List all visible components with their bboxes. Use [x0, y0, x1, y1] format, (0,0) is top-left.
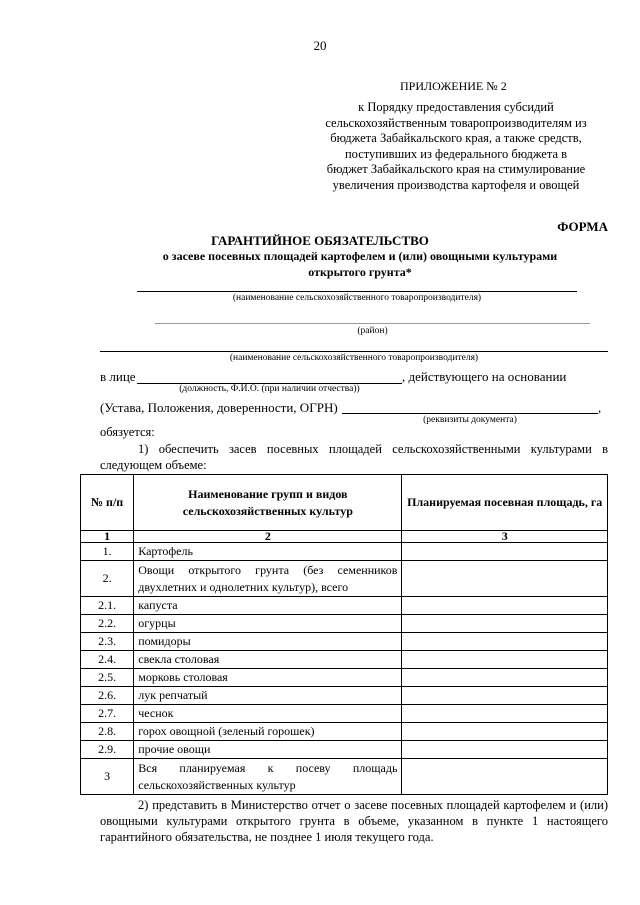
district-caption: (район)	[357, 326, 388, 336]
table-header-row	[81, 475, 608, 531]
column-number: 2	[134, 531, 402, 543]
row-name: помидоры	[134, 633, 402, 651]
column-number: 1	[81, 531, 134, 543]
annex-line: бюджет Забайкальского края на стимулирование	[326, 162, 586, 177]
row-num: 2.9.	[81, 741, 134, 759]
table-row	[81, 633, 608, 651]
row-num: 2.	[81, 561, 134, 597]
annex-text	[310, 100, 602, 194]
row-area[interactable]	[402, 741, 608, 759]
row-area[interactable]	[402, 561, 608, 597]
annex-line: сельскохозяйственным товаропроизводителям из	[325, 115, 587, 130]
undertakes-text: обязуется:	[100, 425, 155, 439]
row-area[interactable]	[402, 759, 608, 795]
header-area: Планируемая посевная площадь, га	[402, 475, 608, 531]
annex-line: увеличения производства картофеля и овощей	[332, 177, 580, 192]
row-name: огурцы	[134, 615, 402, 633]
doc-details-line[interactable]	[342, 413, 598, 414]
producer-name-caption-2: (наименование сельскохозяйственного товаропроизводителя)	[229, 353, 479, 363]
paragraph-1: 1) обеспечить засев посевных площадей сельскохозяйственными культурами в следующем объеме:	[100, 442, 608, 472]
district-line[interactable]	[155, 323, 590, 324]
in-person-suffix: , действующего на основании	[402, 369, 567, 384]
in-person-prefix: в лице	[100, 369, 136, 384]
table-row	[81, 651, 608, 669]
row-area[interactable]	[402, 633, 608, 651]
row-name: лук репчатый	[134, 687, 402, 705]
document-subtitle	[140, 249, 580, 280]
row-num: 2.7.	[81, 705, 134, 723]
row-name: чеснок	[134, 705, 402, 723]
form-label: ФОРМА	[557, 219, 608, 234]
row-name: свекла столовая	[134, 651, 402, 669]
row-name: морковь столовая	[134, 669, 402, 687]
producer-name-line-2[interactable]	[100, 351, 608, 352]
subtitle-line: о засеве посевных площадей картофелем и (или) овощными культурами	[162, 249, 558, 263]
annex-title: ПРИЛОЖЕНИЕ № 2	[400, 79, 507, 93]
row-num: 2.3.	[81, 633, 134, 651]
header-num: № п/п	[81, 475, 134, 531]
row-name: Овощи открытого грунта (без семенников двухлетних и однолетних культур), всего	[134, 561, 402, 597]
row-name: горох овощной (зеленый горошек)	[134, 723, 402, 741]
position-caption: (должность, Ф.И.О. (при наличии отчества))	[179, 384, 360, 394]
annex-line: к Порядку предоставления субсидий	[358, 100, 554, 114]
row-num: 2.5.	[81, 669, 134, 687]
basis-comma: ,	[598, 400, 602, 415]
row-name: прочие овощи	[134, 741, 402, 759]
column-number-row	[81, 531, 608, 543]
doc-details-caption: (реквизиты документа)	[423, 415, 517, 425]
row-area[interactable]	[402, 615, 608, 633]
row-name: Картофель	[134, 543, 402, 561]
row-name: капуста	[134, 597, 402, 615]
producer-name-caption-1: (наименование сельскохозяйственного товаропроизводителя)	[232, 293, 482, 303]
row-area[interactable]	[402, 705, 608, 723]
row-area[interactable]	[402, 597, 608, 615]
row-area[interactable]	[402, 687, 608, 705]
row-num: 1.	[81, 543, 134, 561]
planting-table	[80, 474, 608, 795]
basis-text: (Устава, Положения, доверенности, ОГРН)	[100, 400, 338, 415]
row-num: 3	[81, 759, 134, 795]
row-area[interactable]	[402, 723, 608, 741]
annex-line: поступивших из федерального бюджета в	[344, 146, 568, 161]
page-number: 20	[313, 38, 327, 53]
row-area[interactable]	[402, 669, 608, 687]
table-row	[81, 741, 608, 759]
row-name: Вся планируемая к посеву площадь сельскохозяйственных культур	[134, 759, 402, 795]
table-row	[81, 723, 608, 741]
subtitle-line: открытого грунта*	[308, 264, 412, 279]
row-area[interactable]	[402, 651, 608, 669]
table-row	[81, 597, 608, 615]
row-num: 2.6.	[81, 687, 134, 705]
table-row	[81, 561, 608, 597]
row-num: 2.2.	[81, 615, 134, 633]
table-row	[81, 687, 608, 705]
header-name: Наименование групп и видов сельскохозяйственных культур	[134, 475, 402, 531]
table-row	[81, 669, 608, 687]
producer-name-line-1[interactable]	[137, 291, 577, 292]
row-num: 2.8.	[81, 723, 134, 741]
annex-line: бюджета Забайкальского края, а также средств,	[330, 131, 582, 146]
row-num: 2.4.	[81, 651, 134, 669]
table-row	[81, 705, 608, 723]
table-row	[81, 543, 608, 561]
paragraph-2: 2) представить в Министерство отчет о засеве посевных площадей картофелем и (или) овощными культурами открытого грунта в объеме, указанном в пункте 1 настоящего гарантийного обязательства, не позднее 1 июля текущего года.	[100, 798, 608, 844]
column-number: 3	[402, 531, 608, 543]
document-title: ГАРАНТИЙНОЕ ОБЯЗАТЕЛЬСТВО	[211, 233, 429, 248]
row-area[interactable]	[402, 543, 608, 561]
row-num: 2.1.	[81, 597, 134, 615]
table-row	[81, 615, 608, 633]
table-row	[81, 759, 608, 795]
